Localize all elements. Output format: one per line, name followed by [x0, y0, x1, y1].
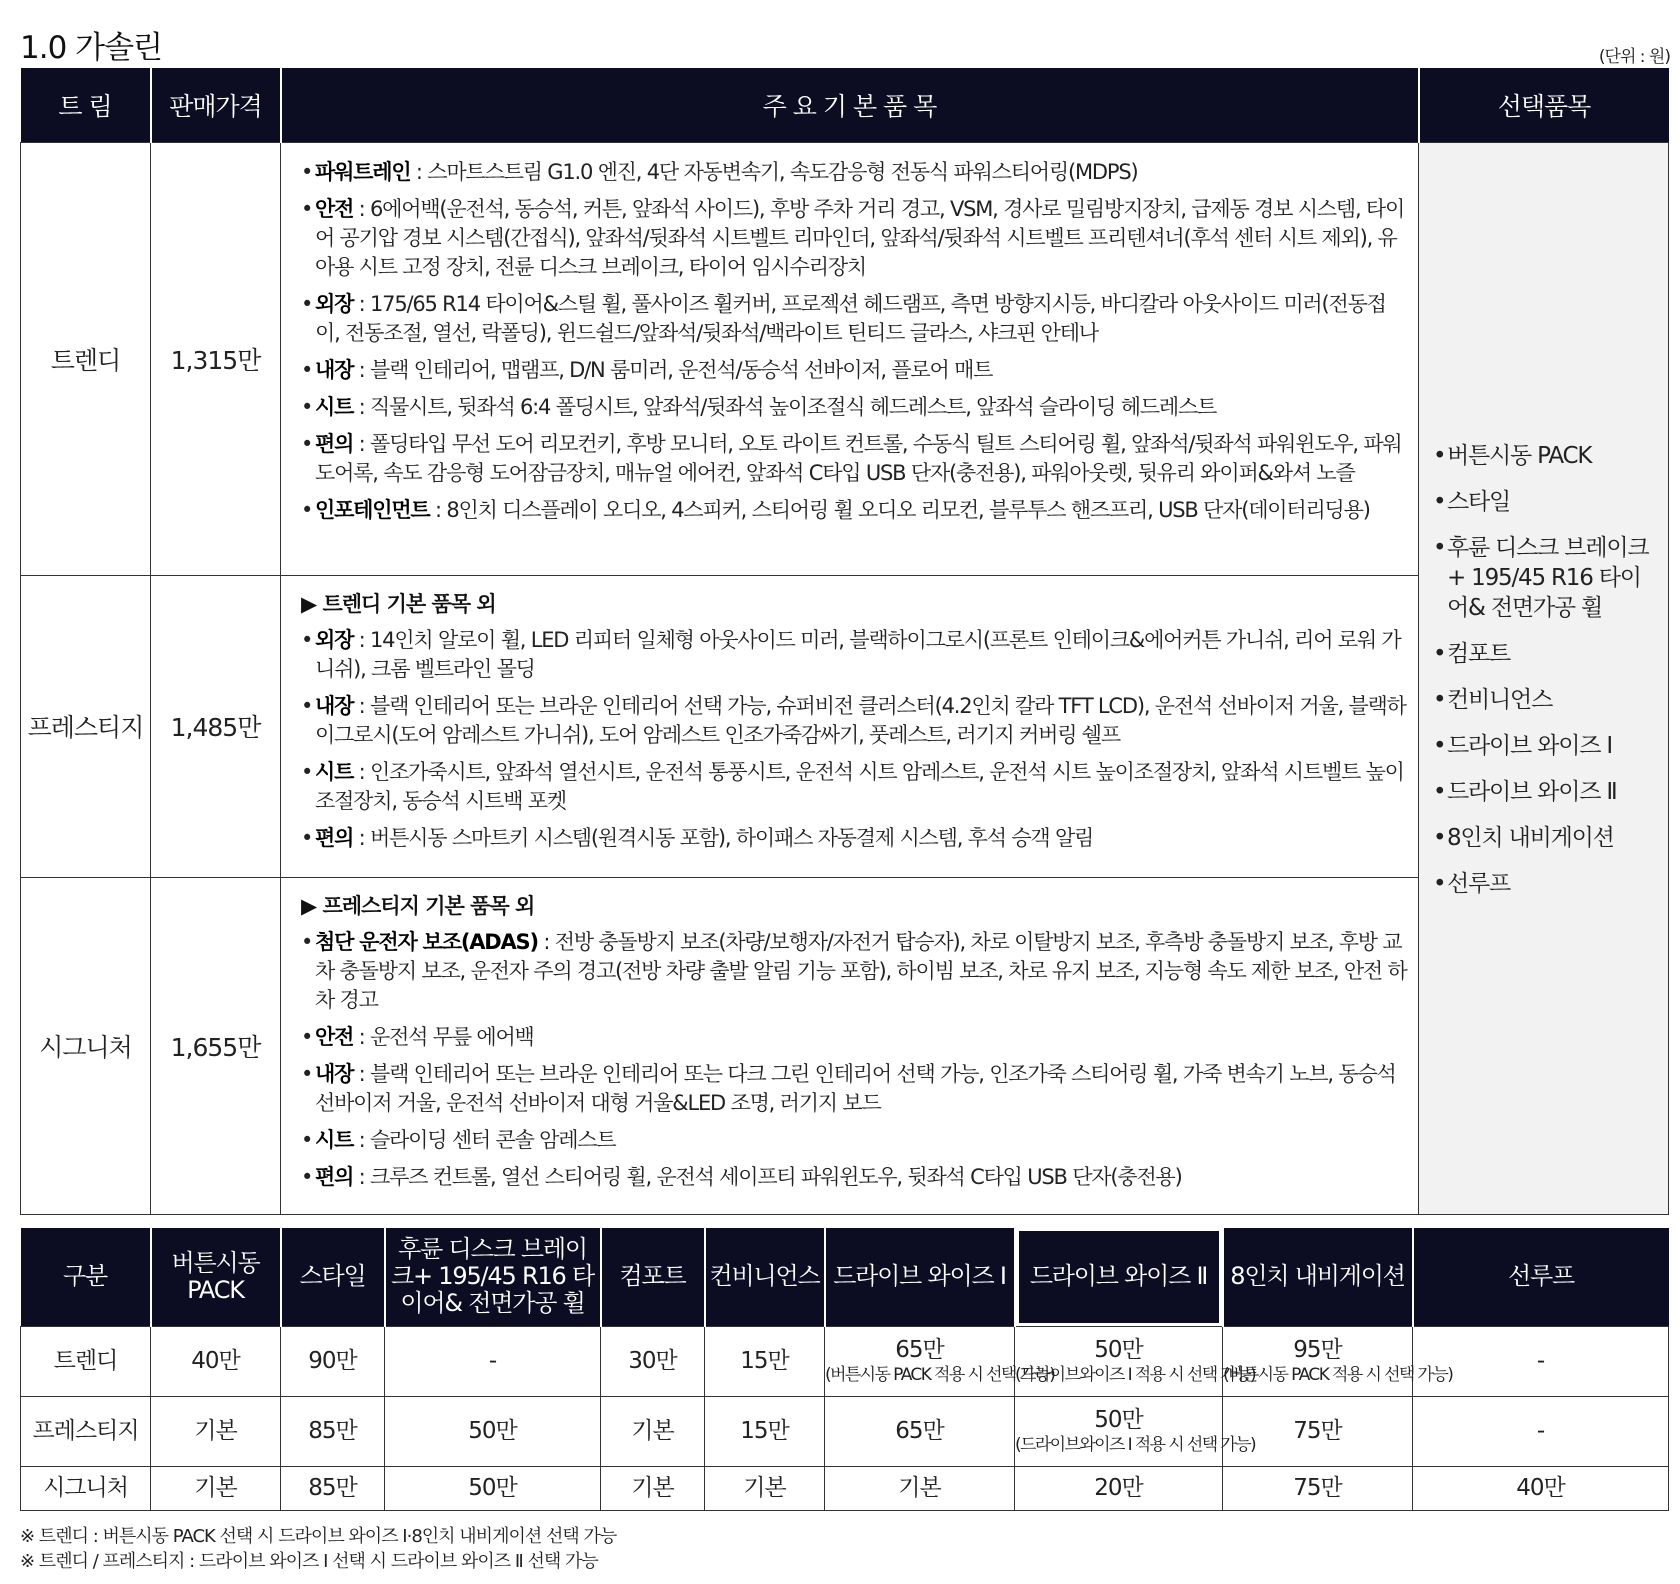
price-value: -	[1536, 1348, 1545, 1374]
feature-desc: : 직물시트, 뒷좌석 6:4 폴딩시트, 앞좌석/뒷좌석 높이조절식 헤드레스트, 앞좌석 슬라이딩 헤드레스트	[353, 394, 1217, 419]
feature-text	[315, 626, 1408, 684]
price-value: 90만	[308, 1348, 357, 1374]
price-header-cell: 8인치 내비게이션	[1223, 1228, 1413, 1326]
bullet-icon: •	[301, 1061, 313, 1086]
price-note: (버튼시동 PACK 적용 시 선택 가능)	[825, 1365, 1055, 1385]
option-item	[1433, 441, 1658, 471]
price-cell	[601, 1396, 705, 1466]
price-cell	[1015, 1326, 1256, 1396]
bullet-icon: •	[301, 1164, 313, 1189]
feature-label: 내장	[315, 357, 354, 382]
price-header-cell: 드라이브 와이즈 Ⅰ	[825, 1228, 1015, 1326]
option-item	[1433, 533, 1658, 623]
option-item	[1433, 777, 1658, 807]
feature-text	[315, 758, 1408, 816]
price-cell	[601, 1326, 705, 1396]
price-value: -	[1536, 1418, 1545, 1444]
price-value: 75만	[1293, 1475, 1342, 1501]
option-item	[1433, 823, 1658, 853]
price-value: 40만	[191, 1348, 240, 1374]
feature-item	[301, 692, 1408, 750]
option-label: 드라이브 와이즈 Ⅱ	[1447, 779, 1617, 805]
bullet-icon: •	[1433, 871, 1446, 897]
price-trim-name: 프레스티지	[21, 1396, 151, 1466]
feature-text	[315, 824, 1093, 853]
option-label: 드라이브 와이즈 Ⅰ	[1447, 733, 1612, 759]
option-item	[1433, 639, 1658, 669]
feature-text	[315, 290, 1408, 348]
option-label: 버튼시동 PACK	[1447, 443, 1592, 469]
price-cell	[281, 1326, 385, 1396]
price-value: 85만	[308, 1418, 357, 1444]
feature-label: 시트	[315, 394, 354, 419]
price-note: (드라이브와이즈 Ⅰ 적용 시 선택 가능)	[1015, 1365, 1256, 1385]
option-label: 후륜 디스크 브레이크+ 195/45 R16 타이어& 전면가공 휠	[1447, 535, 1649, 621]
price-cell	[1223, 1466, 1413, 1510]
bullet-icon: •	[301, 291, 313, 316]
unit-label: (단위 : 원)	[1598, 47, 1670, 67]
price-header-cell: 후륜 디스크 브레이크+ 195/45 R16 타이어& 전면가공 휠	[385, 1228, 601, 1326]
feature-text	[315, 1023, 534, 1052]
price-cell	[151, 1466, 281, 1510]
feature-item	[301, 1060, 1408, 1118]
feature-text	[315, 393, 1216, 422]
price-value: 기본	[194, 1475, 237, 1501]
feature-item	[301, 195, 1408, 282]
feature-label: 내장	[315, 693, 354, 718]
price-cell	[1223, 1326, 1453, 1396]
feature-item	[301, 626, 1408, 684]
feature-item	[301, 1023, 1408, 1052]
price-cell	[385, 1466, 601, 1510]
feature-text	[315, 1060, 1408, 1118]
feature-item	[301, 1126, 1408, 1155]
price-value: 50만	[1094, 1337, 1143, 1363]
price-value: 기본	[631, 1418, 674, 1444]
price-cell	[1413, 1326, 1669, 1396]
feature-item	[301, 356, 1408, 385]
section-lead: ▶ 프레스티지 기본 품목 외	[301, 893, 535, 918]
bullet-icon: •	[301, 759, 313, 784]
price-header-cell: 드라이브 와이즈 Ⅱ	[1015, 1228, 1223, 1326]
bullet-icon: •	[301, 497, 313, 522]
price-header-cell: 선루프	[1413, 1228, 1669, 1326]
option-price-table	[20, 1228, 1669, 1511]
price-value: 20만	[1094, 1475, 1143, 1501]
feature-label: 시트	[315, 1127, 354, 1152]
feature-desc: : 175/65 R14 타이어&스틸 휠, 풀사이즈 휠커버, 프로젝션 헤드램프, 측면 방향지시등, 바디칼라 아웃사이드 미러(전동접이, 전동조절, 열선, 락폴딩), 윈드쉴드/앞좌석/뒷좌석/백라이트 틴티드 글라스, 샤크핀 안테나	[315, 291, 1386, 345]
feature-item	[301, 1163, 1408, 1192]
price-cell	[281, 1466, 385, 1510]
bullet-icon: •	[301, 693, 313, 718]
footnote: ※ 트렌디 / 프레스티지 : 드라이브 와이즈 Ⅰ 선택 시 드라이브 와이즈 Ⅱ 선택 가능	[20, 1551, 598, 1572]
price-cell	[151, 1326, 281, 1396]
price-value: 50만	[468, 1418, 517, 1444]
bullet-icon: •	[1433, 733, 1446, 759]
price-value: 기본	[194, 1418, 237, 1444]
bullet-icon: •	[1433, 779, 1446, 805]
feature-desc: : 블랙 인테리어, 맵램프, D/N 룸미러, 운전석/동승석 선바이저, 플로어 매트	[353, 357, 993, 382]
feature-desc: : 블랙 인테리어 또는 브라운 인테리어 또는 다크 그린 인테리어 선택 가능, 인조가죽 스티어링 휠, 가죽 변속기 노브, 동승석 선바이저 거울, 운전석 선바이저 대형 거울&LED 조명, 러기지 보드	[315, 1061, 1396, 1115]
option-label: 8인치 내비게이션	[1447, 825, 1614, 851]
header-trim: 트 림	[21, 68, 151, 142]
price-cell	[385, 1326, 601, 1396]
feature-desc: : 폴딩타입 무선 도어 리모컨키, 후방 모니터, 오토 라이트 컨트롤, 수동식 틸트 스티어링 휠, 앞좌석/뒷좌석 파워윈도우, 파워도어록, 속도 감응형 도어잠금장치, 매뉴얼 에어컨, 앞좌석 C타입 USB 단자(충전용), 파워아웃렛, 뒷유리 와이퍼&와셔 노즐	[315, 431, 1402, 485]
trim-price: 1,315만	[151, 142, 281, 575]
header-features: 주 요 기 본 품 목	[281, 68, 1419, 142]
feature-item	[301, 496, 1408, 525]
feature-desc: : 인조가죽시트, 앞좌석 열선시트, 운전석 통풍시트, 운전석 시트 암레스트, 운전석 시트 높이조절장치, 앞좌석 시트벨트 높이조절장치, 동승석 시트백 포켓	[315, 759, 1404, 813]
option-label: 컨비니언스	[1447, 687, 1553, 713]
option-list	[1419, 142, 1669, 1214]
option-label: 스타일	[1447, 489, 1511, 515]
bullet-icon: •	[1433, 687, 1446, 713]
feature-text	[315, 1163, 1182, 1192]
bullet-icon: •	[1433, 489, 1446, 515]
price-cell	[1015, 1396, 1256, 1466]
option-item	[1433, 731, 1658, 761]
price-cell	[825, 1396, 1015, 1466]
option-item	[1433, 685, 1658, 715]
price-header-cell: 스타일	[281, 1228, 385, 1326]
feature-label: 인포테인먼트	[315, 497, 430, 522]
feature-text	[315, 356, 992, 385]
price-header-cell: 버튼시동 PACK	[151, 1228, 281, 1326]
bullet-icon: •	[301, 196, 313, 221]
price-note: (버튼시동 PACK 적용 시 선택 가능)	[1223, 1365, 1453, 1385]
bullet-icon: •	[301, 825, 313, 850]
price-value: 기본	[631, 1475, 674, 1501]
bullet-icon: •	[301, 1127, 313, 1152]
price-cell	[385, 1396, 601, 1466]
price-value: 95만	[1293, 1337, 1342, 1363]
feature-item	[301, 158, 1408, 187]
trim-name: 트렌디	[21, 142, 151, 575]
price-value: -	[488, 1348, 497, 1374]
feature-label: 편의	[315, 431, 354, 456]
feature-text	[315, 692, 1408, 750]
feature-text	[315, 158, 1137, 187]
bullet-icon: •	[1433, 825, 1446, 851]
feature-label: 파워트레인	[315, 159, 411, 184]
feature-label: 안전	[315, 196, 354, 221]
bullet-icon: •	[1433, 535, 1446, 561]
feature-list	[281, 575, 1419, 877]
feature-desc: : 8인치 디스플레이 오디오, 4스피커, 스티어링 휠 오디오 리모컨, 블루투스 핸즈프리, USB 단자(데이터리딩용)	[429, 497, 1370, 522]
trim-price: 1,655만	[151, 877, 281, 1214]
trim-name: 프레스티지	[21, 575, 151, 877]
feature-desc: : 전방 충돌방지 보조(차량/보행자/자전거 탑승자), 차로 이탈방지 보조, 후측방 충돌방지 보조, 후방 교차 충돌방지 보조, 운전자 주의 경고(전방 차량 출발 알림 기능 포함), 하이빔 보조, 차로 유지 보조, 지능형 속도 제한 보조, 안전 하차 경고	[315, 929, 1407, 1012]
price-header-row	[21, 1228, 1669, 1326]
header-price: 판매가격	[151, 68, 281, 142]
feature-desc: : 슬라이딩 센터 콘솔 암레스트	[353, 1127, 616, 1152]
header-options: 선택품목	[1419, 68, 1669, 142]
price-cell	[825, 1326, 1055, 1396]
price-value: 30만	[628, 1348, 677, 1374]
trim-name: 시그니처	[21, 877, 151, 1214]
feature-text	[315, 1126, 615, 1155]
bullet-icon: •	[301, 929, 313, 954]
feature-text	[315, 928, 1408, 1015]
feature-item	[301, 393, 1408, 422]
bullet-icon: •	[301, 159, 313, 184]
price-value: 50만	[468, 1475, 517, 1501]
feature-list	[281, 142, 1419, 575]
feature-label: 첨단 운전자 보조(ADAS)	[315, 929, 538, 954]
bullet-icon: •	[301, 394, 313, 419]
feature-item	[301, 430, 1408, 488]
price-value: 15만	[740, 1418, 789, 1444]
feature-desc: : 버튼시동 스마트키 시스템(원격시동 포함), 하이패스 자동결제 시스템, 후석 승객 알림	[353, 825, 1094, 850]
price-row	[21, 1466, 1669, 1510]
feature-desc: : 블랙 인테리어 또는 브라운 인테리어 선택 가능, 슈퍼비전 클러스터(4.2인치 칼라 TFT LCD), 운전석 선바이저 거울, 블랙하이그로시(도어 암레스트 가니쉬), 도어 암레스트 인조가죽감싸기, 풋레스트, 러기지 커버링 쉘프	[315, 693, 1406, 747]
price-cell	[601, 1466, 705, 1510]
option-label: 선루프	[1447, 871, 1511, 897]
price-header-cell: 컨비니언스	[705, 1228, 825, 1326]
feature-label: 편의	[315, 825, 354, 850]
price-cell	[705, 1326, 825, 1396]
feature-item	[301, 290, 1408, 348]
feature-label: 내장	[315, 1061, 354, 1086]
option-item	[1433, 869, 1658, 899]
bullet-icon: •	[301, 1024, 313, 1049]
price-value: 기본	[898, 1475, 941, 1501]
price-trim-name: 시그니처	[21, 1466, 151, 1510]
trim-spec-table	[20, 68, 1669, 1215]
bullet-icon: •	[1433, 641, 1446, 667]
price-value: 40만	[1516, 1475, 1565, 1501]
price-row	[21, 1326, 1669, 1396]
spec-header-row	[21, 68, 1669, 142]
price-value: 65만	[895, 1418, 944, 1444]
feature-item	[301, 758, 1408, 816]
price-trim-name: 트렌디	[21, 1326, 151, 1396]
price-header-cell: 구분	[21, 1228, 151, 1326]
price-value: 75만	[1293, 1418, 1342, 1444]
price-cell	[1413, 1396, 1669, 1466]
feature-label: 시트	[315, 759, 354, 784]
price-note: (드라이브와이즈 Ⅰ 적용 시 선택 가능)	[1015, 1435, 1256, 1455]
price-cell	[825, 1466, 1015, 1510]
price-value: 15만	[740, 1348, 789, 1374]
spec-row-trendy	[21, 142, 1669, 575]
bullet-icon: •	[301, 357, 313, 382]
price-value: 기본	[743, 1475, 786, 1501]
price-value: 50만	[1094, 1407, 1143, 1433]
feature-list	[281, 877, 1419, 1214]
bullet-icon: •	[1433, 443, 1446, 469]
price-value: 85만	[308, 1475, 357, 1501]
price-value: 65만	[895, 1337, 944, 1363]
price-cell	[705, 1396, 825, 1466]
price-cell	[1015, 1466, 1223, 1510]
price-cell	[705, 1466, 825, 1510]
feature-desc: : 14인치 알로이 휠, LED 리피터 일체형 아웃사이드 미러, 블랙하이그로시(프론트 인테이크&에어커튼 가니쉬, 리어 로워 가니쉬), 크롬 벨트라인 몰딩	[315, 627, 1401, 681]
feature-label: 외장	[315, 627, 354, 652]
feature-text	[315, 430, 1408, 488]
price-cell	[1413, 1466, 1669, 1510]
bullet-icon: •	[301, 627, 313, 652]
feature-label: 외장	[315, 291, 354, 316]
section-lead: ▶ 트렌디 기본 품목 외	[301, 591, 496, 616]
feature-desc: : 크루즈 컨트롤, 열선 스티어링 휠, 운전석 세이프티 파워윈도우, 뒷좌석 C타입 USB 단자(충전용)	[353, 1164, 1182, 1189]
feature-desc: : 스마트스트림 G1.0 엔진, 4단 자동변속기, 속도감응형 전동식 파워스티어링(MDPS)	[410, 159, 1138, 184]
feature-item	[301, 824, 1408, 853]
feature-label: 안전	[315, 1024, 354, 1049]
price-cell	[151, 1396, 281, 1466]
feature-text	[315, 496, 1370, 525]
option-item	[1433, 487, 1658, 517]
price-header-cell: 컴포트	[601, 1228, 705, 1326]
feature-label: 편의	[315, 1164, 354, 1189]
option-label: 컴포트	[1447, 641, 1511, 667]
feature-text	[315, 195, 1408, 282]
feature-desc: : 6에어백(운전석, 동승석, 커튼, 앞좌석 사이드), 후방 주차 거리 경고, VSM, 경사로 밀림방지장치, 급제동 경보 시스템, 타이어 공기압 경보 시스템(간접식), 앞좌석/뒷좌석 시트벨트 리마인더, 앞좌석/뒷좌석 시트벨트 프리텐셔너(후석 센터 시트 제외), 유아용 시트 고정 장치, 전륜 디스크 브레이크, 타이어 임시수리장치	[315, 196, 1405, 279]
bullet-icon: •	[301, 431, 313, 456]
price-cell	[281, 1396, 385, 1466]
footnote: ※ 트렌디 : 버튼시동 PACK 선택 시 드라이브 와이즈 Ⅰ·8인치 내비게이션 선택 가능	[20, 1526, 617, 1547]
price-cell	[1223, 1396, 1413, 1466]
feature-desc: : 운전석 무릎 에어백	[353, 1024, 534, 1049]
feature-item	[301, 928, 1408, 1015]
trim-price: 1,485만	[151, 575, 281, 877]
price-row	[21, 1396, 1669, 1466]
page-title: 1.0 가솔린	[20, 30, 162, 66]
